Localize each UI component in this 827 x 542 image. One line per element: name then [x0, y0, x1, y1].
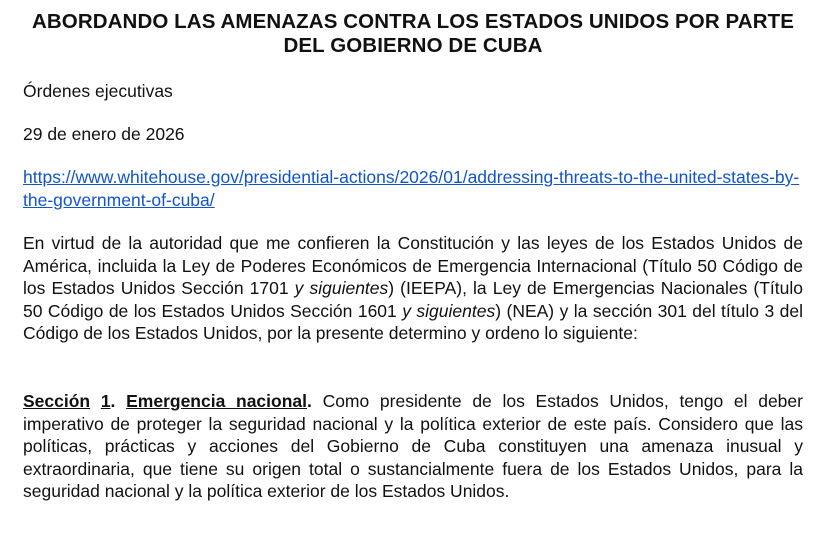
intro-text-3: ) (NEA) y la sección 301 del título 3 del Código de los Estados Unidos, por la presente determino y ordeno lo siguiente:: [23, 300, 803, 343]
intro-italic-2: y siguientes: [402, 300, 496, 321]
intro-italic-1: y siguientes: [294, 278, 389, 298]
document-kind: Órdenes ejecutivas: [23, 81, 173, 101]
document-title: ABORDANDO LAS AMENAZAS CONTRA LOS ESTADOS UNIDOS POR PARTE DEL GOBIERNO DE CUBA: [31, 10, 795, 57]
section-label: Sección: [23, 391, 91, 411]
intro-paragraph: [23, 232, 803, 345]
section-1-text: Como presidente de los Estados Unidos, tengo el deber imperativo de proteger la seguridad nacional y la política exterior de este país. Considero que las políticas, prácticas y acciones del Gobierno de Cuba constituyen una amenaza inusual y extraordinaria, que tiene su origen total o sustancialmente fuera de los Estados Unidos, para la seguridad nacional y la política exterior de los Estados Unidos.: [23, 391, 803, 501]
document-date: 29 de enero de 2026: [23, 124, 185, 144]
section-1-paragraph: Sección 1. Emergencia nacional. Como presidente de los Estados Unidos, tengo el deber imperativo de proteger la seguridad nacional y la política exterior de este país. Considero que las políticas, prácticas y acciones del Gobierno de Cuba constituyen una amenaza inusual y extraordinaria, que tiene su origen total o sustancialmente fuera de los Estados Unidos, para la seguridad nacional y la política exterior de los Estados Unidos.: [23, 391, 803, 501]
intro-text-1: En virtud de la autoridad que me confieren la Constitución y las leyes de los Estados Unidos de América, incluida la Ley de Poderes Económicos de Emergencia Internacional (Título 50 Código de los Estados Unidos Sección 1701: [23, 233, 803, 298]
document-page: [23, 0, 804, 501]
section-heading: Emergencia nacional: [126, 391, 307, 411]
intro-text-2: ) (IEEPA), la Ley de Emergencias Nacionales (Título 50 Código de los Estados Unidos Sección 1601: [23, 278, 804, 321]
source-link[interactable]: https://www.whitehouse.gov/presidential-actions/2026/01/addressing-threats-to-the-united-states-by-the-government-of-cuba/: [23, 167, 800, 210]
section-number: 1: [100, 391, 111, 411]
